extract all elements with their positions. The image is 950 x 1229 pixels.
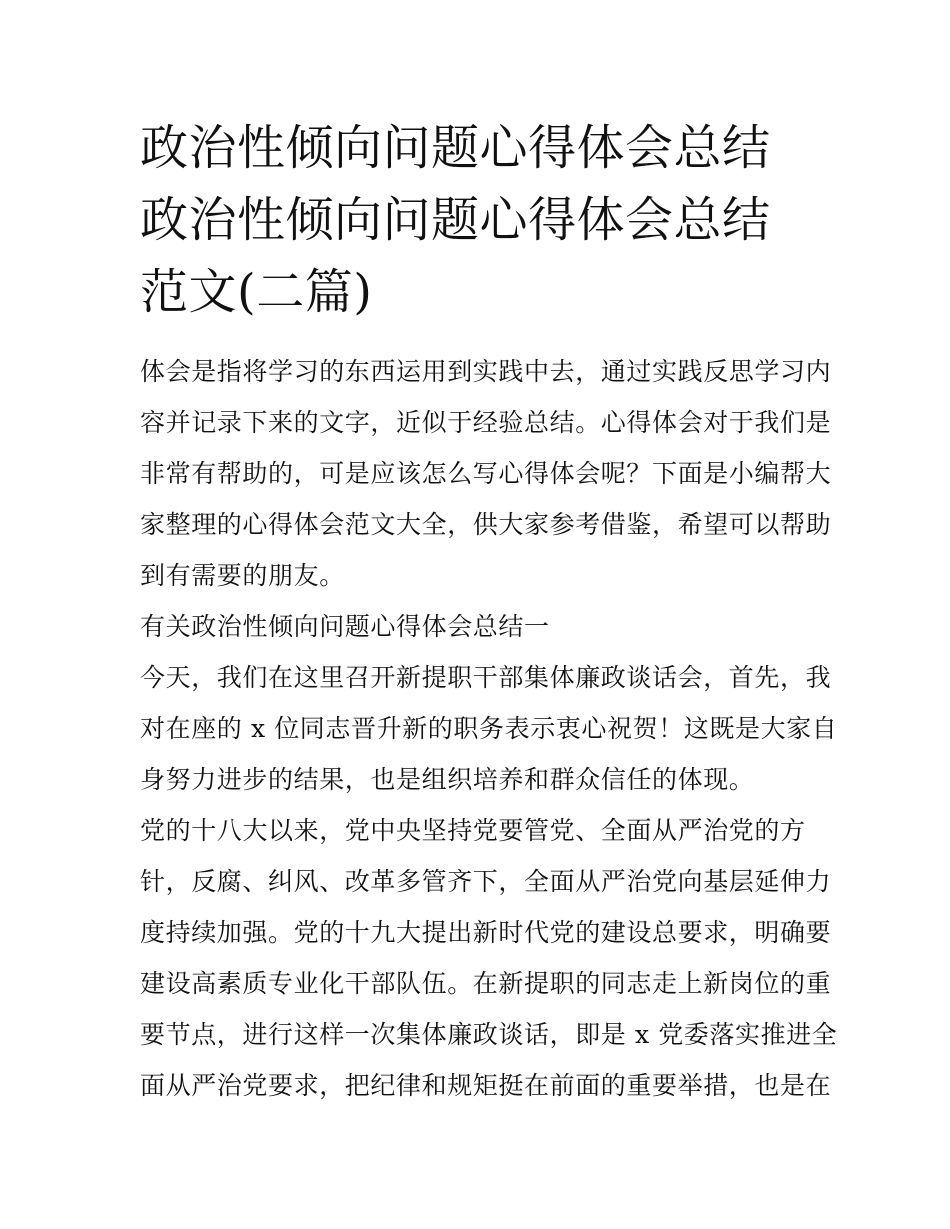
text-line: 容并记录下来的文字，近似于经验总结。心得体会对于我们是 bbox=[140, 408, 832, 437]
text-line: 非常有帮助的，可是应该怎么写心得体会呢？下面是小编帮大 bbox=[140, 459, 832, 488]
text-line: 体会是指将学习的东西运用到实践中去，通过实践反思学习内 bbox=[140, 357, 832, 386]
text-line: 党的十八大以来，党中央坚持党要管党、全面从严治党的方 bbox=[140, 816, 806, 845]
text-line: 度持续加强。党的十九大提出新时代党的建设总要求，明确要 bbox=[140, 918, 832, 947]
document-page bbox=[140, 112, 838, 1111]
title-line: 政治性倾向问题心得体会总结 bbox=[140, 192, 771, 248]
text-line: 建设高素质专业化干部队伍。在新提职的同志走上新岗位的重 bbox=[140, 969, 832, 998]
intro-paragraph bbox=[140, 346, 832, 601]
text-line: 到有需要的朋友。 bbox=[140, 561, 345, 590]
document-title bbox=[140, 112, 816, 328]
text-line: 今天，我们在这里召开新提职干部集体廉政谈话会，首先，我 bbox=[140, 663, 832, 692]
text-line: 要节点，进行这样一次集体廉政谈话，即是 x 党委落实推进全 bbox=[140, 1020, 838, 1049]
text-line: 家整理的心得体会范文大全，供大家参考借鉴，希望可以帮助 bbox=[140, 510, 832, 539]
section-heading: 有关政治性倾向问题心得体会总结一 bbox=[140, 612, 550, 641]
body-paragraph-1 bbox=[140, 652, 838, 805]
title-line: 政治性倾向问题心得体会总结 bbox=[140, 120, 771, 176]
body-paragraph-2 bbox=[140, 805, 838, 1111]
title-line: 范文(二篇) bbox=[140, 264, 373, 320]
text-line: 身努力进步的结果，也是组织培养和群众信任的体现。 bbox=[140, 765, 755, 794]
text-line: 对在座的 x 位同志晋升新的职务表示衷心祝贺！这既是大家自 bbox=[140, 714, 838, 743]
text-line: 面从严治党要求，把纪律和规矩挺在前面的重要举措，也是在 bbox=[140, 1071, 832, 1100]
text-line: 针，反腐、纠风、改革多管齐下，全面从严治党向基层延伸力 bbox=[140, 867, 832, 896]
